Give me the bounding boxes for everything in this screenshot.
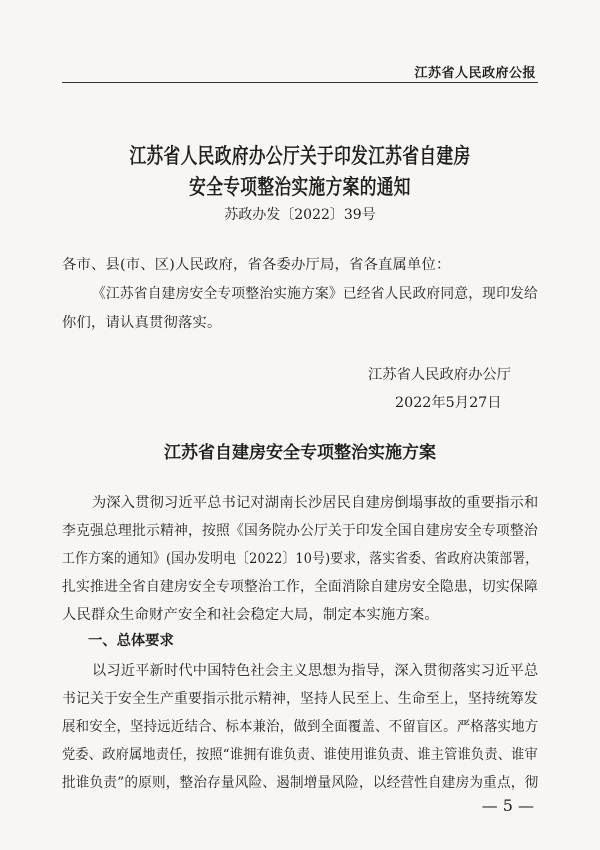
section-line: 党委、政府属地责任，按照“谁拥有谁负责、谁使用谁负责、谁主管谁负责、谁审 <box>62 747 538 763</box>
header-rule <box>62 82 538 83</box>
intro-line: 李克强总理批示精神，按照《国务院办公厅关于印发全国自建房安全专项整治 <box>62 523 538 539</box>
running-head: 江苏省人民政府公报 <box>414 66 536 81</box>
addressee: 各市、县(市、区)人民政府，省各委办厅局，省各直属单位： <box>62 257 451 273</box>
page-number: — 5 — <box>481 796 534 815</box>
intro-line: 扎实推进全省自建房安全专项整治工作，全面消除自建房安全隐患，切实保障 <box>62 579 538 595</box>
intro-line: 为深入贯彻习近平总书记对湖南长沙居民自建房倒塌事故的重要指示和 <box>92 495 539 511</box>
section-line: 批谁负责”的原则，整治存量风险、遏制增量风险，以经营性自建房为重点，彻 <box>62 775 539 791</box>
section-line: 展和安全，坚持远近结合、标本兼治，做到全面覆盖、不留盲区。严格落实地方 <box>62 719 539 735</box>
notice-title-line-1: 江苏省人民政府办公厅关于印发江苏省自建房 <box>129 144 471 168</box>
intro-line: 人民群众生命财产安全和社会稳定大局，制定本实施方案。 <box>62 607 439 623</box>
intro-line: 工作方案的通知》(国办发明电〔2022〕10号)要求，落实省委、省政府决策部署， <box>62 551 539 567</box>
notice-title-line-2: 安全专项整治实施方案的通知 <box>189 175 411 199</box>
issue-date: 2022年5月27日 <box>395 395 502 411</box>
plan-title: 江苏省自建房安全专项整治实施方案 <box>164 443 436 463</box>
section-line: 以习近平新时代中国特色社会主义思想为指导，深入贯彻落实习近平总 <box>92 663 539 679</box>
section-heading-general-requirements: 一、总体要求 <box>88 633 174 649</box>
notice-body-line-2: 你们，请认真贯彻落实。 <box>62 315 222 331</box>
section-line: 书记关于安全生产重要指示批示精神，坚持人民至上、生命至上，坚持统筹发 <box>62 691 538 707</box>
document-number: 苏政办发〔2022〕39号 <box>224 207 376 223</box>
issuer: 江苏省人民政府办公厅 <box>368 367 511 383</box>
notice-body-line-1: 《江苏省自建房安全专项整治实施方案》已经省人民政府同意，现印发给 <box>92 286 538 302</box>
